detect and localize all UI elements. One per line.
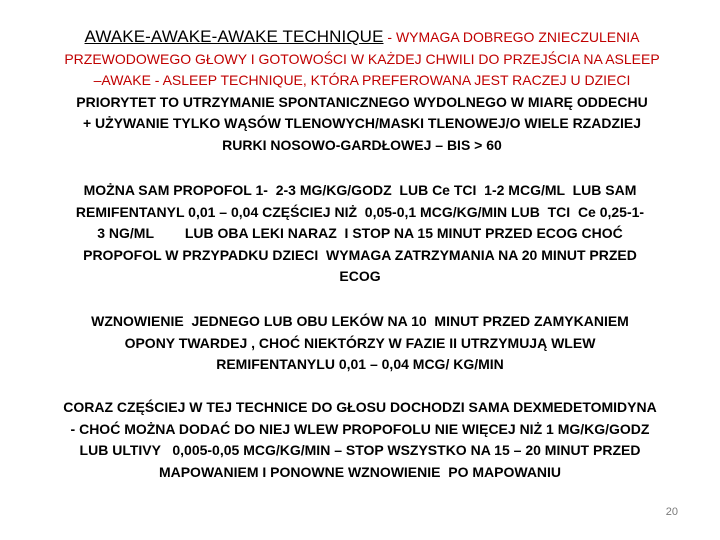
paragraph-line: - CHOĆ MOŻNA DODAĆ DO NIEJ WLEW PROPOFOLU NIE WIĘCEJ NIŻ 1 MG/KG/GODZ [70, 420, 650, 437]
paragraph-resumption [40, 311, 680, 376]
title-subtitle-line-1: WYMAGA DOBREGO ZNIECZULENIA [395, 29, 640, 45]
paragraph-line: CORAZ CZĘŚCIEJ W TEJ TECHNICE DO GŁOSU DOCHODZI SAMA DEXMEDETOMIDYNA [63, 399, 657, 415]
paragraph-line: MOŻNA SAM PROPOFOL 1- 2-3 MG/KG/GODZ LUB Ce TCI 1-2 MCG/ML LUB SAM [83, 182, 637, 198]
title-technique-name: AWAKE-AWAKE-AWAKE TECHNIQUE [84, 27, 384, 46]
page-number: 20 [665, 506, 678, 518]
paragraph-line: REMIFENTANYLU 0,01 – 0,04 MCG/ KG/MIN [216, 356, 504, 373]
paragraph-line: ECOG [339, 268, 381, 285]
title-priority-line-2: + UŻYWANIE TYLKO WĄSÓW TLENOWYCH/MASKI TLENOWEJ/O WIELE RZADZIEJ [82, 115, 642, 131]
paragraph-line: 3 NG/ML LUB OBA LEKI NARAZ I STOP NA 15 MINUT PRZED ECOG CHOĆ [97, 225, 623, 242]
paragraph-line: REMIFENTANYL 0,01 – 0,04 CZĘŚCIEJ NIŻ 0,05-0,1 MCG/KG/MIN LUB TCI Ce 0,25-1- [75, 203, 645, 220]
paragraph-line: MAPOWANIEM I PONOWNE WZNOWIENIE PO MAPOWANIU [158, 463, 562, 480]
paragraph-line: PROPOFOL W PRZYPADKU DZIECI WYMAGA ZATRZYMANIA NA 20 MINUT PRZED [83, 246, 637, 263]
title-subtitle-line-3: –AWAKE - ASLEEP TECHNIQUE, KTÓRA PREFEROWANA JEST RACZEJ U DZIECI [93, 72, 631, 88]
paragraph-dexmedetomidine [40, 397, 680, 483]
paragraph-propofol-remifentanyl [40, 180, 680, 288]
paragraph-line: OPONY TWARDEJ , CHOĆ NIEKTÓRZY W FAZIE II UTRZYMUJĄ WLEW [124, 334, 596, 351]
paragraph-line: LUB ULTIVY 0,005-0,05 MCG/KG/MIN – STOP WSZYSTKO NA 15 – 20 MINUT PRZED [79, 442, 641, 459]
title-separator: - [383, 29, 396, 45]
title-priority-line-3: RURKI NOSOWO-GARDŁOWEJ – BIS > 60 [222, 136, 502, 153]
title-block [44, 26, 680, 156]
title-subtitle-line-2: PRZEWODOWEGO GŁOWY I GOTOWOŚCI W KAŻDEJ CHWILI DO PRZEJŚCIA NA ASLEEP [64, 50, 660, 67]
title-priority-line-1: PRIORYTET TO UTRZYMANIE SPONTANICZNEGO WYDOLNEGO W MIARĘ ODDECHU [76, 93, 648, 110]
paragraph-line: WZNOWIENIE JEDNEGO LUB OBU LEKÓW NA 10 MINUT PRZED ZAMYKANIEM [91, 313, 629, 329]
title-line-1 [44, 26, 680, 49]
